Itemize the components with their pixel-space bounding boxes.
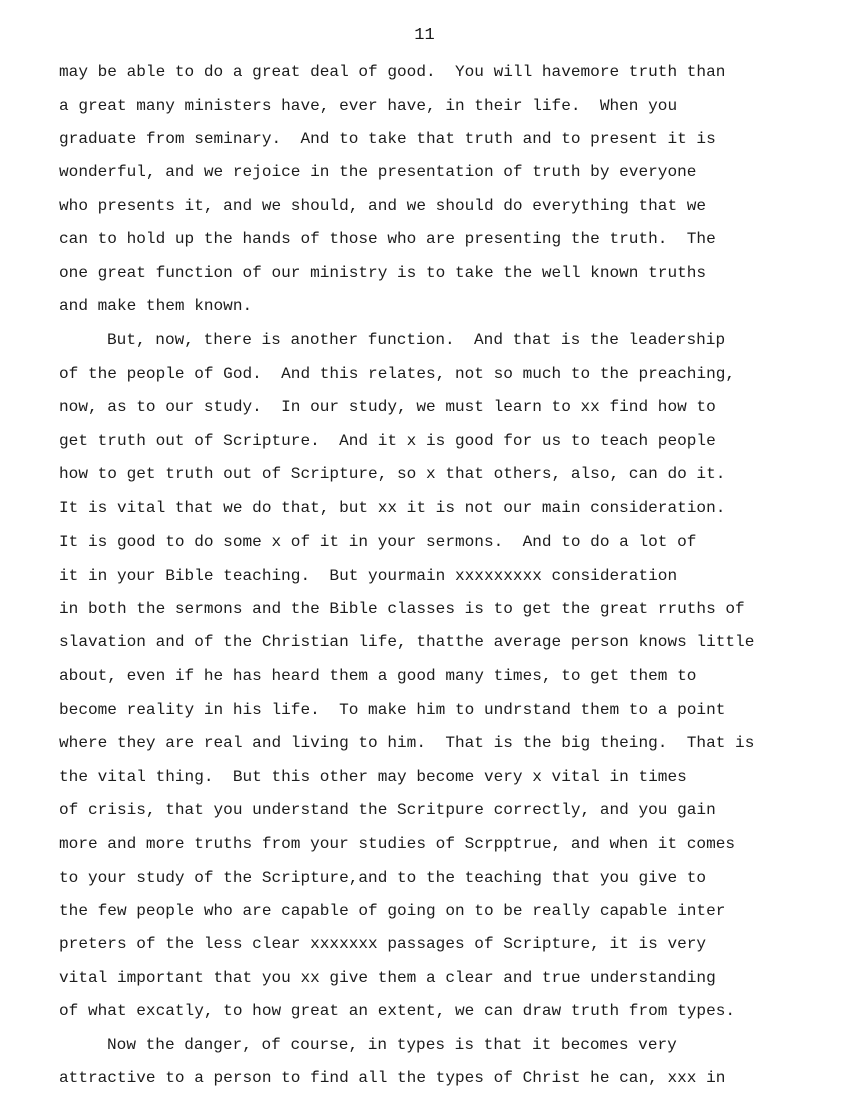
text-line: how to get truth out of Scripture, so x that others, also, can do it. xyxy=(59,465,726,483)
text-line: preters of the less clear xxxxxxx passages of Scripture, it is very xyxy=(59,935,707,953)
text-line: may be able to do a great deal of good. You will havemore truth than xyxy=(59,63,726,81)
text-line: and make them known. xyxy=(59,297,253,315)
text-line: in both the sermons and the Bible classes is to get the great rruths of xyxy=(59,600,745,618)
text-line: attractive to a person to find all the types of Christ he can, xxx in xyxy=(59,1069,726,1087)
text-line: now, as to our study. In our study, we must learn to xx find how to xyxy=(59,398,716,416)
text-line: Now the danger, of course, in types is that it becomes very xyxy=(107,1036,677,1054)
text-line: But, now, there is another function. And that is the leadership xyxy=(107,331,726,349)
text-line: of what excatly, to how great an extent, we can draw truth from types. xyxy=(59,1002,736,1020)
text-line: of crisis, that you understand the Scritpure correctly, and you gain xyxy=(59,801,716,819)
text-line: vital important that you xx give them a clear and true understanding xyxy=(59,969,716,987)
text-line: to your study of the Scripture,and to the teaching that you give to xyxy=(59,869,707,887)
text-line: about, even if he has heard them a good many times, to get them to xyxy=(59,667,697,685)
text-line: of the people of God. And this relates, not so much to the preaching, xyxy=(59,365,736,383)
text-line: slavation and of the Christian life, thatthe average person knows little xyxy=(59,633,755,651)
page-number: 11 xyxy=(414,26,435,45)
text-line: a great many ministers have, ever have, in their life. When you xyxy=(59,97,678,115)
text-line: wonderful, and we rejoice in the presentation of truth by everyone xyxy=(59,163,697,181)
text-line: graduate from seminary. And to take that truth and to present it is xyxy=(59,130,716,148)
text-line: It is vital that we do that, but xx it is not our main consideration. xyxy=(59,499,726,517)
text-line: can to hold up the hands of those who are presenting the truth. The xyxy=(59,230,716,248)
text-line: the vital thing. But this other may become very x vital in times xyxy=(59,768,687,786)
text-line: get truth out of Scripture. And it x is good for us to teach people xyxy=(59,432,716,450)
text-line: It is good to do some x of it in your sermons. And to do a lot of xyxy=(59,533,697,551)
text-line: more and more truths from your studies of Scrpptrue, and when it comes xyxy=(59,835,736,853)
text-line: the few people who are capable of going on to be really capable inter xyxy=(59,902,726,920)
text-line: it in your Bible teaching. But yourmain xxxxxxxxx consideration xyxy=(59,567,678,585)
text-line: become reality in his life. To make him to undrstand them to a point xyxy=(59,701,726,719)
text-line: where they are real and living to him. That is the big theing. That is xyxy=(59,734,755,752)
text-line: one great function of our ministry is to take the well known truths xyxy=(59,264,707,282)
text-line: who presents it, and we should, and we should do everything that we xyxy=(59,197,707,215)
